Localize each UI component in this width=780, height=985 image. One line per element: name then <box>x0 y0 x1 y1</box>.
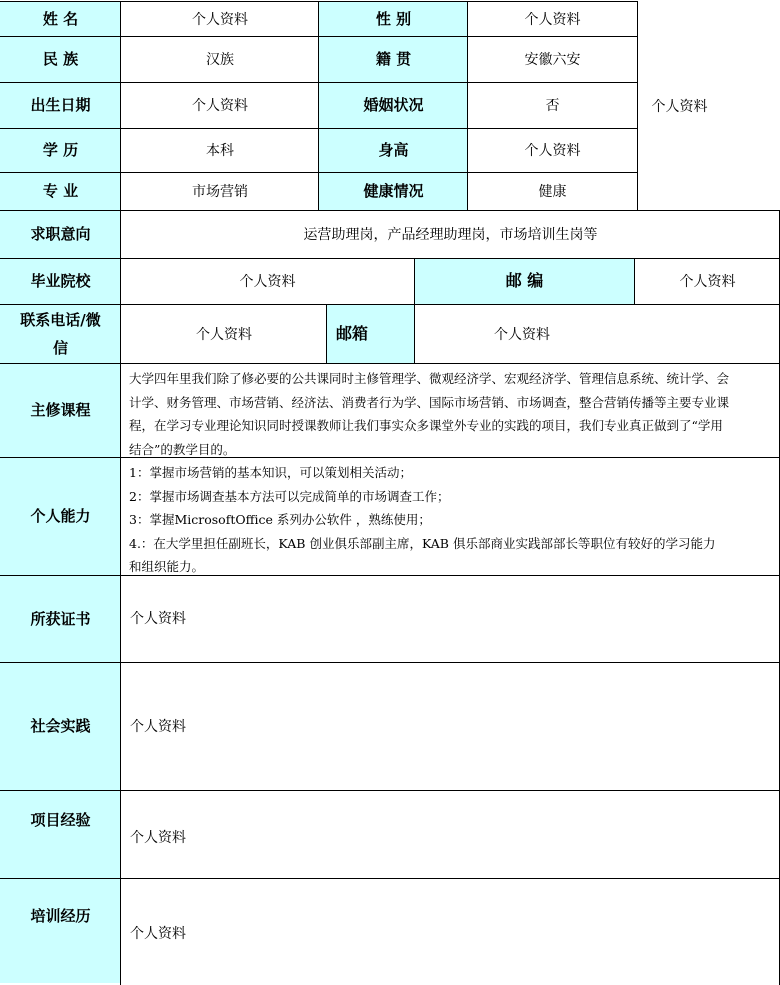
training-label: 培训经历 <box>0 878 121 983</box>
social-practice-value: 个人资料 <box>130 719 186 735</box>
email-value: 个人资料 <box>494 326 550 343</box>
height-label: 身高 <box>319 128 468 172</box>
courses-line: 程，在学习专业理论知识同时授课教师让我们事实众多课堂外专业的实践的项目，我们专业真正做到了“学用 <box>129 418 723 433</box>
origin-label: 籍 贯 <box>319 36 468 82</box>
grid-line <box>0 36 638 37</box>
grid-line <box>120 1 121 985</box>
abilities-text <box>121 457 780 575</box>
job-intent-value: 运营助理岗，产品经理助理岗，市场培训生岗等 <box>303 227 598 243</box>
postcode-label: 邮 编 <box>414 258 635 304</box>
major-value: 市场营销 <box>192 184 248 200</box>
courses-text <box>121 363 780 457</box>
height-value: 个人资料 <box>524 143 581 159</box>
grid-line <box>0 258 780 259</box>
grid-line <box>0 457 780 458</box>
grid-line <box>0 363 780 364</box>
certificates-label: 所获证书 <box>0 575 121 662</box>
courses-line: 大学四年里我们除了修必要的公共课同时主修管理学、微观经济学、宏观经济学、管理信息系统、统计学、会 <box>129 371 730 386</box>
school-value: 个人资料 <box>239 274 296 290</box>
school-label: 毕业院校 <box>0 258 121 304</box>
gender-value: 个人资料 <box>524 12 581 28</box>
grid-line <box>634 258 635 305</box>
name-label: 姓 名 <box>0 2 121 36</box>
marital-value: 否 <box>545 98 560 114</box>
grid-line <box>0 128 638 129</box>
gender-label: 性 别 <box>319 2 468 36</box>
contact-value: 个人资料 <box>196 326 252 343</box>
abilities-line: 4.：在大学里担任副班长，KAB 创业俱乐部副主席，KAB 俱乐部商业实践部部长等职位有较好的学习能力 <box>129 535 716 551</box>
grid-line <box>0 210 780 211</box>
grid-line <box>0 790 780 791</box>
grid-line <box>0 662 780 663</box>
birthdate-value: 个人资料 <box>192 98 248 114</box>
major-label: 专 业 <box>0 172 121 210</box>
name-value: 个人资料 <box>192 12 248 28</box>
courses-line: 结合”的教学目的。 <box>129 441 236 457</box>
courses-label: 主修课程 <box>0 363 121 457</box>
abilities-line: 2：掌握市场调查基本方法可以完成简单的市场调查工作； <box>129 488 450 504</box>
email-label: 邮箱 <box>327 304 414 363</box>
projects-value: 个人资料 <box>130 830 186 846</box>
education-value: 本科 <box>206 143 234 159</box>
grid-line <box>0 1 638 2</box>
abilities-label: 个人能力 <box>0 457 121 575</box>
marital-label: 婚姻状况 <box>319 82 468 128</box>
education-label: 学 历 <box>0 128 121 172</box>
social-practice-label: 社会实践 <box>0 662 121 790</box>
grid-line <box>326 304 327 364</box>
postcode-value: 个人资料 <box>679 274 736 290</box>
grid-line <box>637 1 638 211</box>
health-value: 健康 <box>538 184 567 200</box>
abilities-line: 3：掌握MicrosoftOffice 系列办公软件 ，熟练使用； <box>129 512 431 527</box>
health-label: 健康情况 <box>319 172 468 210</box>
ethnicity-label: 民 族 <box>0 36 121 82</box>
courses-line: 计学、财务管理、市场营销、经济法、消费者行为学、国际市场营销、市场调查，整合营销传播等主要专业课 <box>129 394 730 410</box>
origin-value: 安徽六安 <box>524 52 581 68</box>
abilities-line: 1：掌握市场营销的基本知识，可以策划相关活动； <box>129 465 412 480</box>
job-intent-label: 求职意向 <box>0 210 121 258</box>
training-value: 个人资料 <box>130 925 186 942</box>
abilities-line: 和组织能力。 <box>129 559 205 574</box>
ethnicity-value: 汉族 <box>206 52 234 68</box>
grid-line <box>0 575 780 576</box>
contact-label <box>0 304 121 363</box>
projects-label: 项目经验 <box>0 790 121 878</box>
grid-line <box>0 82 638 83</box>
grid-line <box>0 172 638 173</box>
certificates-value: 个人资料 <box>130 610 186 627</box>
birthdate-label: 出生日期 <box>0 82 121 128</box>
contact-label-line1: 联系电话/微 <box>20 310 101 329</box>
grid-line <box>318 1 319 211</box>
grid-line <box>414 258 415 364</box>
grid-line <box>0 304 780 305</box>
grid-line <box>0 878 780 879</box>
contact-label-line2: 信 <box>52 338 68 357</box>
grid-line <box>467 1 468 211</box>
photo-cell: 个人资料 <box>651 99 708 115</box>
